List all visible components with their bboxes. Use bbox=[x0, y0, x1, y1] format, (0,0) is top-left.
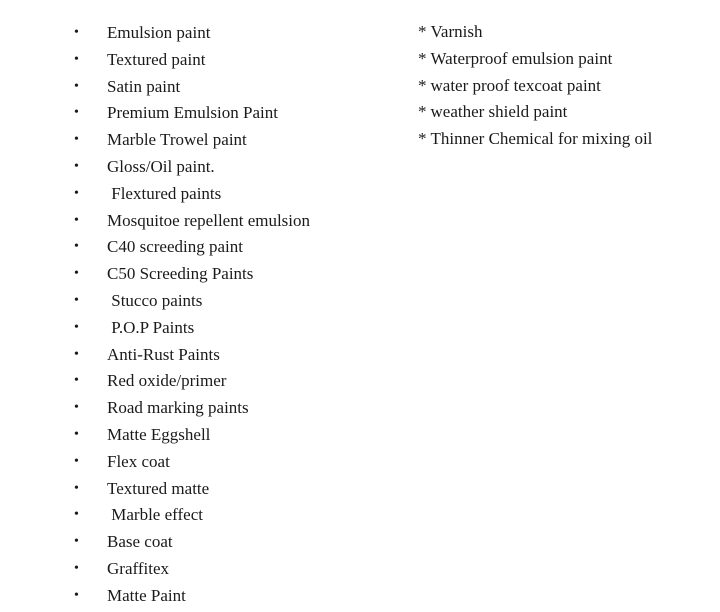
bullet-icon: • bbox=[74, 51, 79, 67]
list-item bbox=[70, 502, 310, 529]
other-products-list bbox=[418, 19, 652, 153]
list-item bbox=[70, 74, 310, 101]
bullet-icon: • bbox=[74, 480, 79, 496]
bullet-icon: • bbox=[74, 212, 79, 228]
bullet-icon: • bbox=[74, 132, 79, 148]
list-item bbox=[70, 154, 310, 181]
list-item bbox=[418, 126, 652, 153]
list-item bbox=[70, 368, 310, 395]
list-item-text: weather shield paint bbox=[430, 102, 568, 122]
bullet-icon: • bbox=[74, 292, 79, 308]
bullet-icon: • bbox=[74, 319, 79, 335]
list-item bbox=[70, 127, 310, 154]
bullet-icon: • bbox=[74, 185, 79, 201]
list-item bbox=[418, 46, 652, 73]
list-item-text: Flextured paints bbox=[107, 183, 222, 203]
bullet-icon: • bbox=[74, 346, 79, 362]
bullet-icon: • bbox=[74, 587, 79, 603]
list-item-text: Matte Paint bbox=[107, 585, 186, 605]
list-item bbox=[70, 422, 310, 449]
asterisk-icon: * bbox=[418, 102, 427, 122]
list-item-text: P.O.P Paints bbox=[107, 317, 195, 337]
list-item-text: Satin paint bbox=[107, 76, 181, 96]
list-item bbox=[70, 556, 310, 583]
list-item bbox=[70, 261, 310, 288]
list-item bbox=[418, 99, 652, 126]
bullet-icon: • bbox=[74, 453, 79, 469]
list-item-text: C40 screeding paint bbox=[107, 237, 243, 257]
list-item bbox=[70, 395, 310, 422]
list-item bbox=[70, 20, 310, 47]
list-item-text: Base coat bbox=[107, 532, 173, 552]
list-item-text: C50 Screeding Paints bbox=[107, 264, 254, 284]
list-item-text: Thinner Chemical for mixing oil bbox=[430, 129, 653, 149]
list-item-text: Emulsion paint bbox=[107, 23, 211, 42]
list-item-text: Red oxide/primer bbox=[107, 371, 227, 391]
asterisk-icon: * bbox=[418, 129, 427, 149]
list-item bbox=[70, 208, 310, 235]
list-item bbox=[418, 19, 652, 46]
list-item-text: Matte Eggshell bbox=[107, 424, 211, 444]
bullet-icon: • bbox=[74, 266, 79, 282]
asterisk-icon: * bbox=[418, 48, 427, 68]
list-item-text: Waterproof emulsion paint bbox=[430, 48, 613, 68]
list-item-text: Textured paint bbox=[107, 49, 206, 69]
list-item-text: Premium Emulsion Paint bbox=[107, 103, 278, 123]
list-item-text: Anti-Rust Paints bbox=[107, 344, 220, 364]
bullet-icon: • bbox=[74, 507, 79, 523]
bullet-icon: • bbox=[74, 158, 79, 174]
list-item bbox=[70, 583, 310, 610]
list-item bbox=[70, 100, 310, 127]
bullet-icon: • bbox=[74, 400, 79, 416]
list-item-text: Road marking paints bbox=[107, 398, 249, 418]
list-item-text: Graffitex bbox=[107, 558, 169, 578]
list-item bbox=[70, 181, 310, 208]
list-item bbox=[70, 234, 310, 261]
asterisk-icon: * bbox=[418, 75, 427, 95]
list-item-text: Textured matte bbox=[107, 478, 210, 498]
list-item-text: water proof texcoat paint bbox=[430, 75, 601, 95]
list-item-text: Marble Trowel paint bbox=[107, 130, 247, 150]
list-item-text: Stucco paints bbox=[107, 290, 203, 310]
list-item-text: Flex coat bbox=[107, 451, 170, 471]
paint-products-list bbox=[70, 20, 310, 610]
list-item bbox=[70, 342, 310, 369]
list-item bbox=[70, 288, 310, 315]
list-item-text: Marble effect bbox=[107, 505, 203, 525]
bullet-icon: • bbox=[74, 105, 79, 121]
list-item bbox=[70, 529, 310, 556]
list-item-text: Varnish bbox=[430, 22, 483, 41]
bullet-icon: • bbox=[74, 373, 79, 389]
bullet-icon: • bbox=[74, 534, 79, 550]
bullet-icon: • bbox=[74, 78, 79, 94]
list-item bbox=[70, 47, 310, 74]
list-item-text: Gloss/Oil paint. bbox=[107, 156, 215, 176]
list-item bbox=[70, 449, 310, 476]
list-item bbox=[70, 476, 310, 503]
bullet-icon: • bbox=[74, 560, 79, 576]
bullet-icon: • bbox=[74, 25, 79, 40]
asterisk-icon: * bbox=[418, 22, 427, 41]
bullet-icon: • bbox=[74, 239, 79, 255]
list-item bbox=[418, 73, 652, 100]
list-item bbox=[70, 315, 310, 342]
list-item-text: Mosquitoe repellent emulsion bbox=[107, 210, 311, 230]
bullet-icon: • bbox=[74, 426, 79, 442]
